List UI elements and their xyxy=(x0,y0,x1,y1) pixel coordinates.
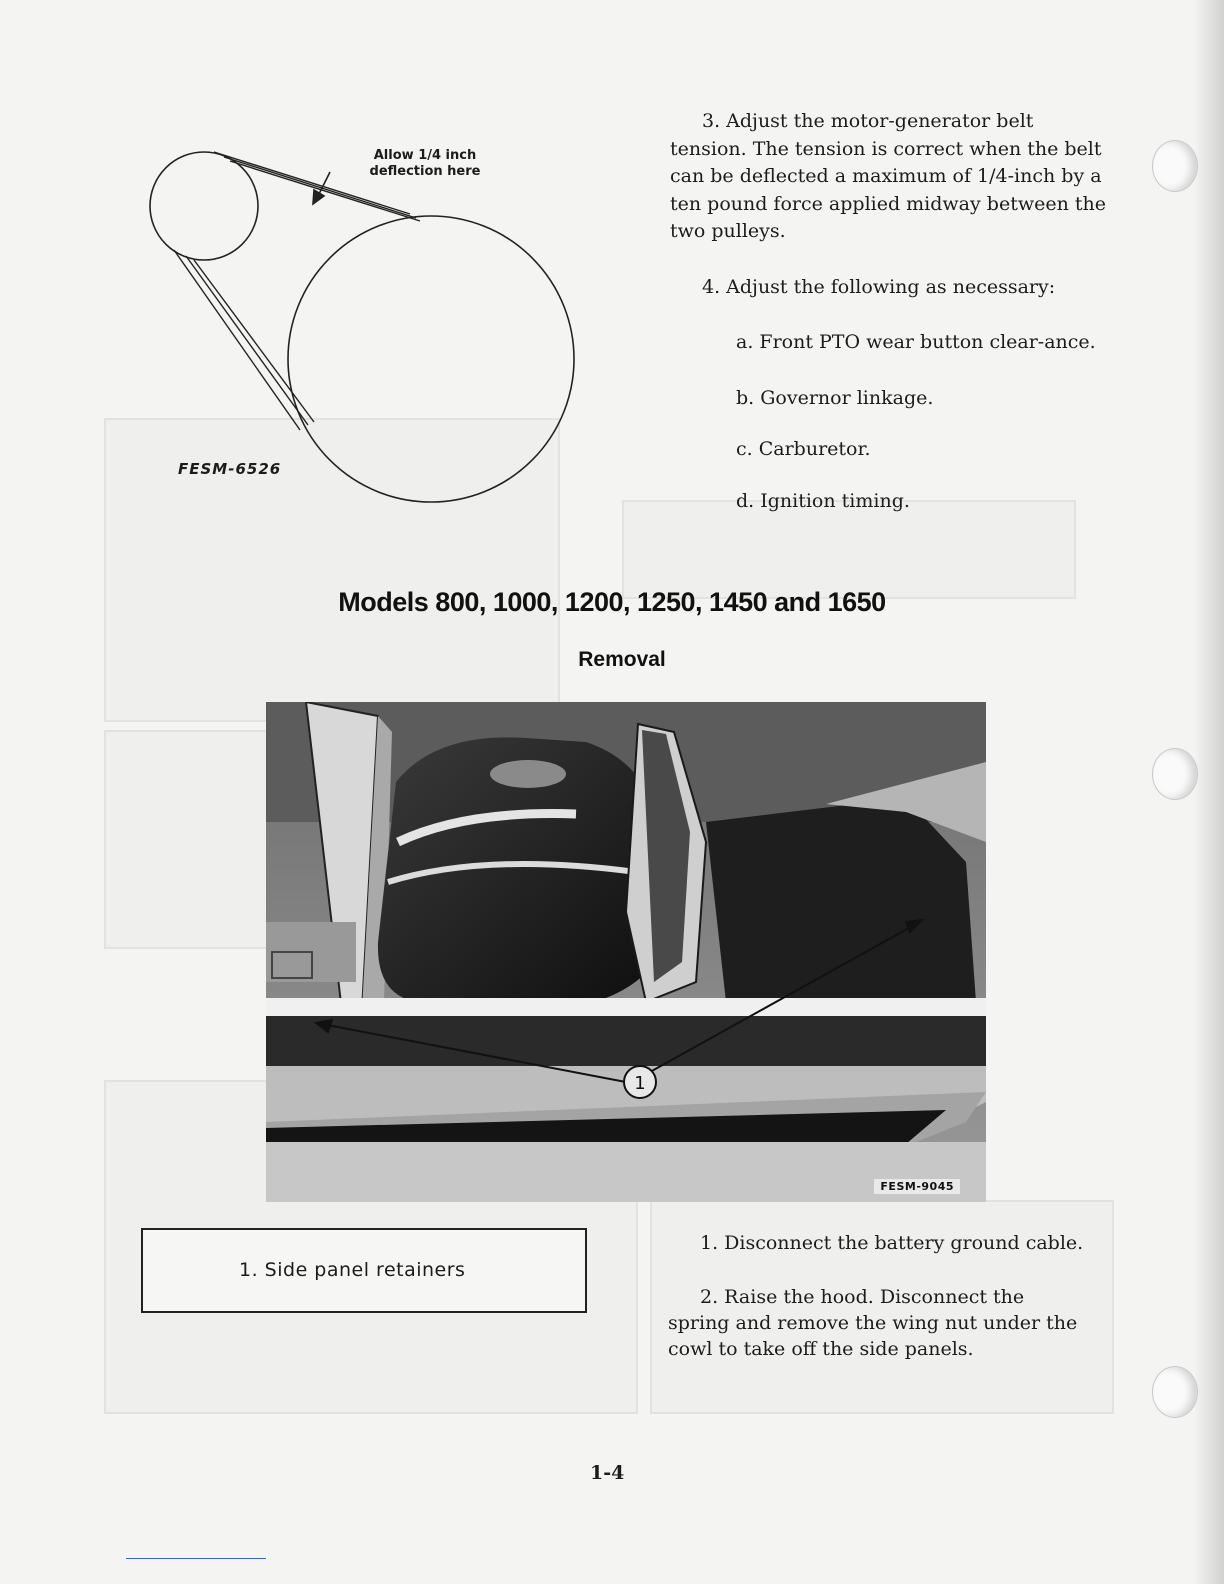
binder-hole-middle xyxy=(1152,748,1198,800)
tractor-photo xyxy=(266,702,986,1202)
instructions-top xyxy=(670,108,1110,539)
page-edge-shadow xyxy=(1194,0,1224,1584)
figure-legend xyxy=(141,1228,587,1313)
footer-rule xyxy=(126,1558,266,1559)
sub-item-b: b. Governor linkage. xyxy=(736,386,934,409)
tractor-photo-illustration xyxy=(266,702,986,1202)
generator-pulley xyxy=(150,152,258,260)
figure-label-belt: FESM-6526 xyxy=(178,460,282,478)
step-4: 4. Adjust the following as necessary: xyxy=(702,275,1056,298)
section-subtitle: Removal xyxy=(578,648,666,671)
sub-item-c: c. Carburetor. xyxy=(736,438,871,460)
step-3: 3. Adjust the motor-generator belt tension. The tension is correct when the belt can be deflected a maximum of 1/4-inch by a ten pound force applied midway between the two pulleys. xyxy=(670,110,1106,242)
callout-number: 1 xyxy=(634,1073,646,1094)
deflection-note: Allow 1/4 inch deflection here xyxy=(369,148,481,179)
engine-pulley xyxy=(288,216,574,502)
removal-step-1: 1. Disconnect the battery ground cable. xyxy=(700,1232,1084,1254)
section-title: Models 800, 1000, 1200, 1250, 1450 and 1650 xyxy=(338,587,886,617)
sub-item-d: d. Ignition timing. xyxy=(736,489,910,512)
legend-item-1: 1. Side panel retainers xyxy=(239,1259,466,1281)
removal-step-2: 2. Raise the hood. Disconnect the spring and remove the wing nut under the cowl to take off the side panels. xyxy=(668,1286,1078,1360)
figure-label-photo: FESM-9045 xyxy=(874,1179,960,1194)
belt-lines xyxy=(174,152,420,430)
binder-hole-bottom xyxy=(1152,1366,1198,1418)
page-number: 1-4 xyxy=(590,1462,625,1484)
sub-item-a: a. Front PTO wear button clear-ance. xyxy=(736,331,1096,353)
binder-hole-top xyxy=(1152,140,1198,192)
instructions-bottom xyxy=(668,1230,1088,1390)
